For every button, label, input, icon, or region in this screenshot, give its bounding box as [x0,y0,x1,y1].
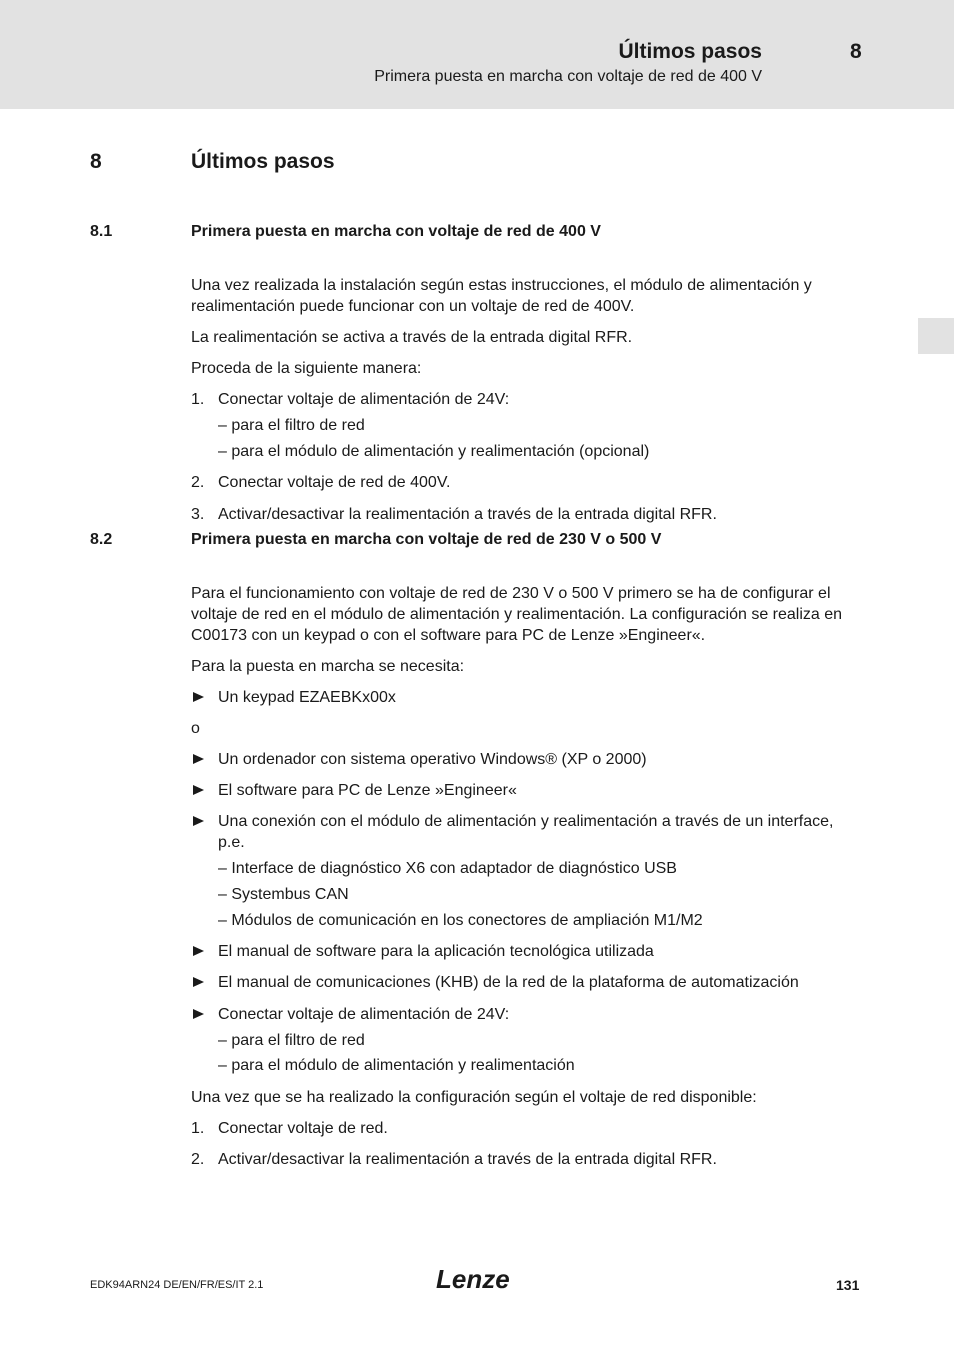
bullet-text: El manual de software para la aplicación tecnológica utilizada [218,943,654,960]
sub-item: – Interface de diagnóstico X6 con adaptador de diagnóstico USB [218,860,677,877]
section-2-title: Primera puesta en marcha con voltaje de red de 230 V o 500 V [191,531,662,548]
step-number: 2. [191,1151,205,1168]
sub-item: – Módulos de comunicación en los conectores de ampliación M1/M2 [218,912,703,929]
step-text: Conectar voltaje de alimentación de 24V: [218,391,510,408]
section-1-number: 8.1 [90,223,113,240]
bullet-arrow-icon [193,977,204,987]
bullet-arrow-icon [193,816,204,826]
step-text: Conectar voltaje de red. [218,1120,388,1137]
bullet-arrow-icon [193,692,204,702]
sub-item: – para el módulo de alimentación y realimentación (opcional) [218,443,650,460]
bullet-arrow-icon [193,785,204,795]
bullet-arrow-icon [193,946,204,956]
step-number: 1. [191,1120,205,1137]
footer-doc-id: EDK94ARN24 DE/EN/FR/ES/IT 2.1 [90,1279,264,1291]
step-number: 1. [191,391,205,408]
bullet-text: Un keypad EZAEBKx00x [218,689,396,706]
header-chapter-number: 8 [850,40,862,63]
section-1-para-2: La realimentación se activa a través de la entrada digital RFR. [191,329,633,346]
page-header [0,0,954,109]
logo-text: Lenze [436,1264,510,1294]
sub-item: – Systembus CAN [218,886,349,903]
section-2-after-config: Una vez que se ha realizado la configuración según el voltaje de red disponible: [191,1089,757,1106]
bullet-text: El software para PC de Lenze »Engineer« [218,782,517,799]
bullet-text: Una conexión con el módulo de alimentación y realimentación a través de un interface, p.e. [218,813,834,851]
sub-item: – para el módulo de alimentación y realimentación [218,1057,575,1074]
section-1-intro: Una vez realizada la instalación según estas instrucciones, el módulo de alimentación y realimentación puede funcionar con un voltaje de red de 400V. [191,277,812,315]
page-number: 131 [836,1277,860,1293]
step-text: Activar/desactivar la realimentación a través de la entrada digital RFR. [218,506,717,523]
header-subtitle: Primera puesta en marcha con voltaje de red de 400 V [374,68,762,85]
sub-item: – para el filtro de red [218,1032,365,1049]
sub-item: – para el filtro de red [218,417,365,434]
bullet-text: Conectar voltaje de alimentación de 24V: [218,1006,510,1023]
chapter-title: Últimos pasos [191,150,335,173]
or-label: o [191,720,200,737]
step-text: Conectar voltaje de red de 400V. [218,474,451,491]
header-title: Últimos pasos [618,40,762,63]
bullet-arrow-icon [193,1009,204,1019]
section-1-title: Primera puesta en marcha con voltaje de red de 400 V [191,223,601,240]
step-text: Activar/desactivar la realimentación a través de la entrada digital RFR. [218,1151,717,1168]
section-2-number: 8.2 [90,531,113,548]
bullet-text: Un ordenador con sistema operativo Windows® (XP o 2000) [218,751,647,768]
section-1-para-3: Proceda de la siguiente manera: [191,360,422,377]
step-number: 3. [191,506,205,523]
chapter-number: 8 [90,150,102,173]
section-2-need-label: Para la puesta en marcha se necesita: [191,658,465,675]
step-number: 2. [191,474,205,491]
bullet-text: El manual de comunicaciones (KHB) de la red de la plataforma de automatización [218,974,799,991]
section-2-intro: Para el funcionamiento con voltaje de red de 230 V o 500 V primero se ha de configurar el voltaje de red en el módulo de alimentación y realimentación. La configuración se realiza en C00173 con un keypad o con el software para PC de Lenze »Engineer«. [191,585,843,644]
chapter-side-tab [918,318,954,354]
bullet-arrow-icon [193,754,204,764]
lenze-logo [436,1264,516,1294]
